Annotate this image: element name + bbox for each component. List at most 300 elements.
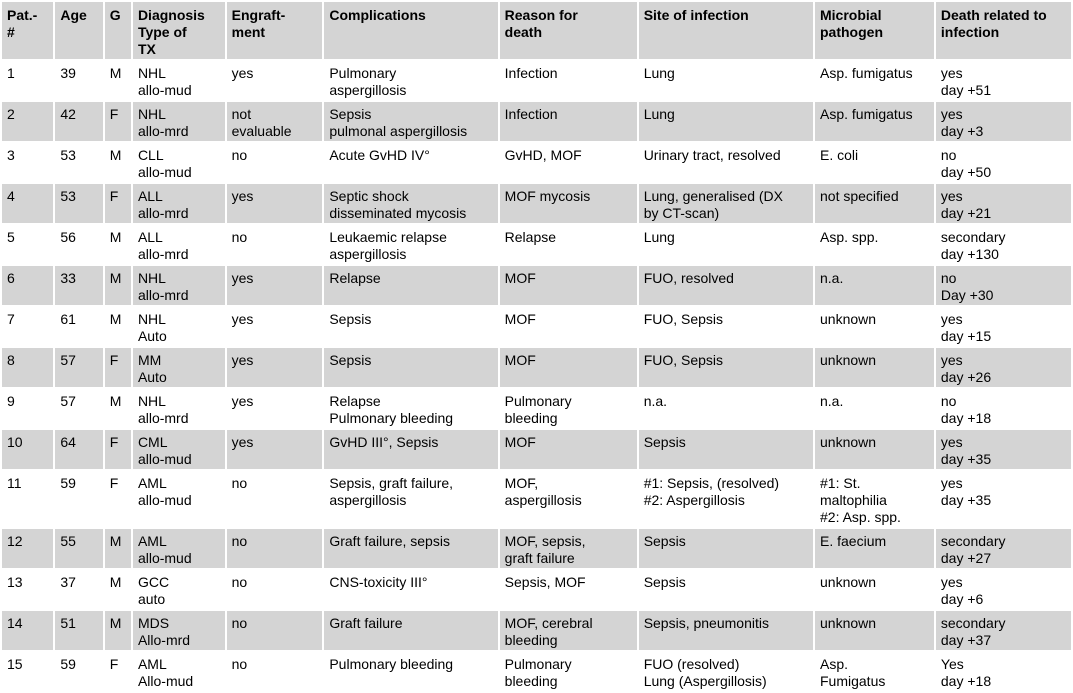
cell-line: day +6 bbox=[940, 591, 984, 607]
reason-for-death-cell bbox=[500, 389, 637, 428]
cell-line: 10 bbox=[7, 434, 23, 450]
cell-line: 55 bbox=[60, 533, 76, 549]
reason-for-death-cell bbox=[500, 307, 637, 346]
microbial-pathogen-cell bbox=[815, 430, 934, 469]
complications-cell bbox=[324, 529, 497, 568]
patient-number-cell bbox=[2, 570, 53, 609]
cell-line: no bbox=[231, 615, 248, 631]
cell-line: Lung bbox=[643, 106, 675, 122]
site-of-infection-cell bbox=[639, 61, 813, 100]
header-line: TX bbox=[137, 41, 156, 57]
cell-line: bleeding bbox=[504, 632, 558, 648]
cell-line: no bbox=[231, 475, 248, 491]
reason-for-death-cell bbox=[500, 102, 637, 141]
cell-line: GvHD, MOF bbox=[504, 147, 582, 163]
death-related-cell bbox=[936, 348, 1071, 387]
cell-line: 15 bbox=[7, 656, 23, 672]
cell-line: Urinary tract, resolved bbox=[643, 147, 781, 163]
reason-for-death-cell bbox=[500, 348, 637, 387]
death-related-cell bbox=[936, 102, 1071, 141]
cell-line: Asp. fumigatus bbox=[820, 106, 913, 122]
cell-line: Auto bbox=[137, 328, 167, 344]
gender-cell bbox=[105, 143, 131, 182]
complications-cell bbox=[324, 61, 497, 100]
cell-line: Lung bbox=[643, 65, 675, 81]
complications-cell bbox=[324, 348, 497, 387]
table-row bbox=[2, 471, 1071, 527]
age-cell bbox=[55, 143, 102, 182]
table-row bbox=[2, 143, 1071, 182]
cell-line: MOF bbox=[504, 434, 536, 450]
cell-line: 1 bbox=[7, 65, 15, 81]
cell-line: Lung bbox=[643, 229, 675, 245]
cell-line: F bbox=[109, 188, 119, 204]
cell-line: #2: Aspergillosis bbox=[643, 492, 745, 508]
cell-line: Fumigatus bbox=[820, 673, 886, 689]
cell-line: Sepsis bbox=[643, 434, 686, 450]
engraftment-cell bbox=[227, 611, 323, 650]
microbial-pathogen-cell bbox=[815, 471, 934, 527]
cell-line: bleeding bbox=[504, 410, 558, 426]
diagnosis-cell bbox=[133, 430, 225, 469]
table-row bbox=[2, 570, 1071, 609]
microbial-pathogen-cell bbox=[815, 61, 934, 100]
death-related-cell bbox=[936, 184, 1071, 223]
diagnosis-cell bbox=[133, 652, 225, 691]
cell-line: F bbox=[109, 106, 119, 122]
cell-line: MOF, cerebral bbox=[504, 615, 593, 631]
cell-line: Allo-mrd bbox=[137, 632, 191, 648]
cell-line: allo-mrd bbox=[137, 410, 189, 426]
cell-line: 14 bbox=[7, 615, 23, 631]
age-cell bbox=[55, 611, 102, 650]
cell-line: M bbox=[109, 574, 122, 590]
engraftment-cell bbox=[227, 652, 323, 691]
reason-for-death-cell bbox=[500, 143, 637, 182]
microbial-pathogen-cell bbox=[815, 143, 934, 182]
complications-cell bbox=[324, 143, 497, 182]
cell-line: day +27 bbox=[940, 550, 992, 566]
cell-line: 5 bbox=[7, 229, 15, 245]
cell-line: Leukaemic relapse bbox=[329, 229, 447, 245]
header-line: Death related to bbox=[940, 7, 1047, 23]
microbial-pathogen-cell bbox=[815, 307, 934, 346]
cell-line: 59 bbox=[60, 475, 76, 491]
patient-number-header bbox=[2, 2, 53, 59]
death-related-cell bbox=[936, 529, 1071, 568]
engraftment-cell bbox=[227, 348, 323, 387]
gender-cell bbox=[105, 652, 131, 691]
cell-line: F bbox=[109, 434, 119, 450]
cell-line: NHL bbox=[137, 393, 166, 409]
patient-number-cell bbox=[2, 102, 53, 141]
gender-cell bbox=[105, 266, 131, 305]
age-cell bbox=[55, 348, 102, 387]
microbial-pathogen-cell bbox=[815, 570, 934, 609]
table-row bbox=[2, 61, 1071, 100]
cell-line: F bbox=[109, 656, 119, 672]
death-related-cell bbox=[936, 652, 1071, 691]
cell-line: no bbox=[940, 270, 957, 286]
header-line: Diagnosis bbox=[137, 7, 205, 23]
cell-line: M bbox=[109, 615, 122, 631]
gender-cell bbox=[105, 225, 131, 264]
cell-line: Sepsis bbox=[329, 352, 372, 368]
diagnosis-cell bbox=[133, 266, 225, 305]
cell-line: Lung (Aspergillosis) bbox=[643, 673, 767, 689]
cell-line: secondary bbox=[940, 533, 1006, 549]
microbial-pathogen-cell bbox=[815, 184, 934, 223]
diagnosis-cell bbox=[133, 184, 225, 223]
cell-line: Asp. spp. bbox=[820, 229, 879, 245]
cell-line: FUO, Sepsis bbox=[643, 352, 724, 368]
microbial-pathogen-cell bbox=[815, 102, 934, 141]
cell-line: yes bbox=[231, 393, 254, 409]
cell-line: 53 bbox=[60, 147, 76, 163]
cell-line: Sepsis bbox=[643, 574, 686, 590]
cell-line: M bbox=[109, 270, 122, 286]
patient-number-cell bbox=[2, 529, 53, 568]
cell-line: F bbox=[109, 475, 119, 491]
cell-line: not bbox=[231, 106, 252, 122]
reason-for-death-header bbox=[500, 2, 637, 59]
cell-line: n.a. bbox=[643, 393, 668, 409]
patient-number-cell bbox=[2, 652, 53, 691]
engraftment-header bbox=[227, 2, 323, 59]
cell-line: day +26 bbox=[940, 369, 992, 385]
cell-line: no bbox=[231, 147, 248, 163]
diagnosis-cell bbox=[133, 307, 225, 346]
cell-line: M bbox=[109, 147, 122, 163]
gender-cell bbox=[105, 471, 131, 527]
reason-for-death-cell bbox=[500, 61, 637, 100]
complications-cell bbox=[324, 611, 497, 650]
age-cell bbox=[55, 307, 102, 346]
table-row bbox=[2, 184, 1071, 223]
table-body bbox=[2, 61, 1071, 691]
cell-line: no bbox=[231, 656, 248, 672]
gender-cell bbox=[105, 348, 131, 387]
gender-cell bbox=[105, 102, 131, 141]
cell-line: #1: St. bbox=[820, 475, 861, 491]
cell-line: allo-mrd bbox=[137, 287, 189, 303]
cell-line: NHL bbox=[137, 311, 166, 327]
reason-for-death-cell bbox=[500, 570, 637, 609]
cell-line: yes bbox=[940, 574, 963, 590]
cell-line: Graft failure bbox=[329, 615, 403, 631]
cell-line: yes bbox=[940, 106, 963, 122]
cell-line: ALL bbox=[137, 188, 163, 204]
cell-line: unknown bbox=[820, 574, 877, 590]
age-cell bbox=[55, 225, 102, 264]
age-cell bbox=[55, 389, 102, 428]
gender-cell bbox=[105, 611, 131, 650]
patient-number-cell bbox=[2, 348, 53, 387]
cell-line: CML bbox=[137, 434, 168, 450]
cell-line: allo-mud bbox=[137, 451, 192, 467]
age-cell bbox=[55, 266, 102, 305]
cell-line: day +50 bbox=[940, 164, 992, 180]
gender-cell bbox=[105, 430, 131, 469]
cell-line: auto bbox=[137, 591, 166, 607]
microbial-pathogen-cell bbox=[815, 266, 934, 305]
header-line: death bbox=[504, 24, 542, 40]
cell-line: MOF, sepsis, bbox=[504, 533, 586, 549]
cell-line: #1: Sepsis, (resolved) bbox=[643, 475, 780, 491]
age-cell bbox=[55, 471, 102, 527]
cell-line: day +3 bbox=[940, 123, 984, 139]
gender-cell bbox=[105, 307, 131, 346]
cell-line: no bbox=[940, 393, 957, 409]
site-of-infection-header bbox=[639, 2, 813, 59]
cell-line: 57 bbox=[60, 393, 76, 409]
cell-line: Sepsis, pneumonitis bbox=[643, 615, 769, 631]
age-cell bbox=[55, 102, 102, 141]
cell-line: MOF mycosis bbox=[504, 188, 591, 204]
cell-line: Relapse bbox=[329, 270, 381, 286]
diagnosis-cell bbox=[133, 225, 225, 264]
cell-line: 33 bbox=[60, 270, 76, 286]
cell-line: Pulmonary bbox=[504, 656, 572, 672]
cell-line: yes bbox=[231, 352, 254, 368]
header-row bbox=[2, 2, 1071, 59]
cell-line: unknown bbox=[820, 615, 877, 631]
cell-line: CLL bbox=[137, 147, 164, 163]
cell-line: secondary bbox=[940, 229, 1006, 245]
cell-line: GCC bbox=[137, 574, 170, 590]
microbial-pathogen-cell bbox=[815, 225, 934, 264]
cell-line: MOF bbox=[504, 311, 536, 327]
complications-cell bbox=[324, 471, 497, 527]
table-row bbox=[2, 225, 1071, 264]
death-related-cell bbox=[936, 307, 1071, 346]
cell-line: no bbox=[231, 574, 248, 590]
cell-line: Asp. fumigatus bbox=[820, 65, 913, 81]
cell-line: day +18 bbox=[940, 673, 992, 689]
table-row bbox=[2, 348, 1071, 387]
gender-cell bbox=[105, 61, 131, 100]
engraftment-cell bbox=[227, 389, 323, 428]
cell-line: yes bbox=[231, 311, 254, 327]
header-line: Site of infection bbox=[643, 7, 749, 23]
cell-line: Infection bbox=[504, 65, 558, 81]
patient-number-cell bbox=[2, 225, 53, 264]
microbial-pathogen-cell bbox=[815, 529, 934, 568]
age-cell bbox=[55, 184, 102, 223]
death-related-cell bbox=[936, 611, 1071, 650]
cell-line: Lung, generalised (DX bbox=[643, 188, 783, 204]
header-line: infection bbox=[940, 24, 1000, 40]
cell-line: no bbox=[940, 147, 957, 163]
cell-line: 8 bbox=[7, 352, 15, 368]
site-of-infection-cell bbox=[639, 225, 813, 264]
cell-line: MOF bbox=[504, 352, 536, 368]
death-related-cell bbox=[936, 430, 1071, 469]
header-line: Pat.- bbox=[7, 7, 38, 23]
death-related-header bbox=[936, 2, 1071, 59]
death-related-cell bbox=[936, 266, 1071, 305]
age-cell bbox=[55, 430, 102, 469]
site-of-infection-cell bbox=[639, 430, 813, 469]
cell-line: Day +30 bbox=[940, 287, 994, 303]
patient-number-cell bbox=[2, 266, 53, 305]
diagnosis-cell bbox=[133, 529, 225, 568]
reason-for-death-cell bbox=[500, 529, 637, 568]
site-of-infection-cell bbox=[639, 266, 813, 305]
cell-line: yes bbox=[231, 65, 254, 81]
cell-line: bleeding bbox=[504, 673, 558, 689]
gender-cell bbox=[105, 389, 131, 428]
cell-line: Pulmonary bbox=[504, 393, 572, 409]
site-of-infection-cell bbox=[639, 184, 813, 223]
gender-cell bbox=[105, 570, 131, 609]
reason-for-death-cell bbox=[500, 225, 637, 264]
site-of-infection-cell bbox=[639, 389, 813, 428]
cell-line: 61 bbox=[60, 311, 76, 327]
header-line: Reason for bbox=[504, 7, 578, 23]
cell-line: not specified bbox=[820, 188, 899, 204]
cell-line: AML bbox=[137, 656, 167, 672]
cell-line: yes bbox=[940, 65, 963, 81]
complications-cell bbox=[324, 225, 497, 264]
cell-line: allo-mud bbox=[137, 164, 192, 180]
cell-line: 3 bbox=[7, 147, 15, 163]
cell-line: day +18 bbox=[940, 410, 992, 426]
cell-line: yes bbox=[940, 352, 963, 368]
cell-line: FUO, resolved bbox=[643, 270, 734, 286]
death-related-cell bbox=[936, 61, 1071, 100]
diagnosis-cell bbox=[133, 570, 225, 609]
cell-line: yes bbox=[231, 188, 254, 204]
cell-line: MOF bbox=[504, 270, 536, 286]
complications-cell bbox=[324, 430, 497, 469]
cell-line: 59 bbox=[60, 656, 76, 672]
cell-line: secondary bbox=[940, 615, 1006, 631]
cell-line: Sepsis bbox=[643, 533, 686, 549]
death-related-cell bbox=[936, 225, 1071, 264]
patient-number-cell bbox=[2, 611, 53, 650]
engraftment-cell bbox=[227, 570, 323, 609]
cell-line: yes bbox=[940, 188, 963, 204]
engraftment-cell bbox=[227, 61, 323, 100]
cell-line: unknown bbox=[820, 311, 877, 327]
site-of-infection-cell bbox=[639, 143, 813, 182]
cell-line: yes bbox=[231, 270, 254, 286]
cell-line: 56 bbox=[60, 229, 76, 245]
patient-number-cell bbox=[2, 307, 53, 346]
cell-line: Pulmonary bleeding bbox=[329, 410, 454, 426]
complications-cell bbox=[324, 570, 497, 609]
reason-for-death-cell bbox=[500, 266, 637, 305]
cell-line: M bbox=[109, 65, 122, 81]
engraftment-cell bbox=[227, 266, 323, 305]
cell-line: allo-mud bbox=[137, 550, 192, 566]
cell-line: allo-mrd bbox=[137, 205, 189, 221]
cell-line: 37 bbox=[60, 574, 76, 590]
engraftment-cell bbox=[227, 307, 323, 346]
microbial-pathogen-cell bbox=[815, 652, 934, 691]
cell-line: unknown bbox=[820, 434, 877, 450]
cell-line: no bbox=[231, 533, 248, 549]
table-row bbox=[2, 529, 1071, 568]
site-of-infection-cell bbox=[639, 348, 813, 387]
cell-line: CNS-toxicity III° bbox=[329, 574, 428, 590]
table-row bbox=[2, 307, 1071, 346]
cell-line: 12 bbox=[7, 533, 23, 549]
complications-cell bbox=[324, 652, 497, 691]
cell-line: 7 bbox=[7, 311, 15, 327]
header-line: pathogen bbox=[820, 24, 883, 40]
cell-line: day +35 bbox=[940, 492, 992, 508]
complications-cell bbox=[324, 266, 497, 305]
cell-line: aspergillosis bbox=[504, 492, 582, 508]
cell-line: F bbox=[109, 352, 119, 368]
age-cell bbox=[55, 570, 102, 609]
cell-line: Septic shock bbox=[329, 188, 409, 204]
cell-line: no bbox=[231, 229, 248, 245]
cell-line: yes bbox=[940, 434, 963, 450]
cell-line: 6 bbox=[7, 270, 15, 286]
diagnosis-cell bbox=[133, 348, 225, 387]
cell-line: n.a. bbox=[820, 393, 844, 409]
cell-line: aspergillosis bbox=[329, 492, 407, 508]
cell-line: AML bbox=[137, 475, 167, 491]
cell-line: NHL bbox=[137, 65, 166, 81]
header-line: Microbial bbox=[820, 7, 882, 23]
engraftment-cell bbox=[227, 471, 323, 527]
cell-line: Infection bbox=[504, 106, 558, 122]
header-line: Type of bbox=[137, 24, 187, 40]
reason-for-death-cell bbox=[500, 652, 637, 691]
cell-line: day +15 bbox=[940, 328, 992, 344]
diagnosis-cell bbox=[133, 143, 225, 182]
table-row bbox=[2, 430, 1071, 469]
complications-cell bbox=[324, 389, 497, 428]
engraftment-cell bbox=[227, 184, 323, 223]
cell-line: allo-mrd bbox=[137, 246, 189, 262]
complications-header bbox=[324, 2, 497, 59]
cell-line: 64 bbox=[60, 434, 76, 450]
cell-line: evaluable bbox=[231, 123, 292, 139]
cell-line: n.a. bbox=[820, 270, 844, 286]
reason-for-death-cell bbox=[500, 471, 637, 527]
cell-line: AML bbox=[137, 533, 167, 549]
cell-line: Pulmonary bleeding bbox=[329, 656, 454, 672]
engraftment-cell bbox=[227, 430, 323, 469]
cell-line: Pulmonary bbox=[329, 65, 397, 81]
cell-line: NHL bbox=[137, 270, 166, 286]
engraftment-cell bbox=[227, 225, 323, 264]
cell-line: Allo-mud bbox=[137, 673, 194, 689]
cell-line: Sepsis bbox=[329, 106, 372, 122]
reason-for-death-cell bbox=[500, 184, 637, 223]
cell-line: allo-mrd bbox=[137, 123, 189, 139]
table-row bbox=[2, 266, 1071, 305]
diagnosis-cell bbox=[133, 611, 225, 650]
cell-line: day +35 bbox=[940, 451, 992, 467]
cell-line: yes bbox=[940, 475, 963, 491]
cell-line: Sepsis bbox=[329, 311, 372, 327]
cell-line: yes bbox=[231, 434, 254, 450]
site-of-infection-cell bbox=[639, 307, 813, 346]
cell-line: by CT-scan) bbox=[643, 205, 720, 221]
cell-line: 9 bbox=[7, 393, 15, 409]
diagnosis-cell bbox=[133, 389, 225, 428]
death-related-cell bbox=[936, 143, 1071, 182]
microbial-pathogen-cell bbox=[815, 348, 934, 387]
patient-number-cell bbox=[2, 389, 53, 428]
diagnosis-cell bbox=[133, 471, 225, 527]
